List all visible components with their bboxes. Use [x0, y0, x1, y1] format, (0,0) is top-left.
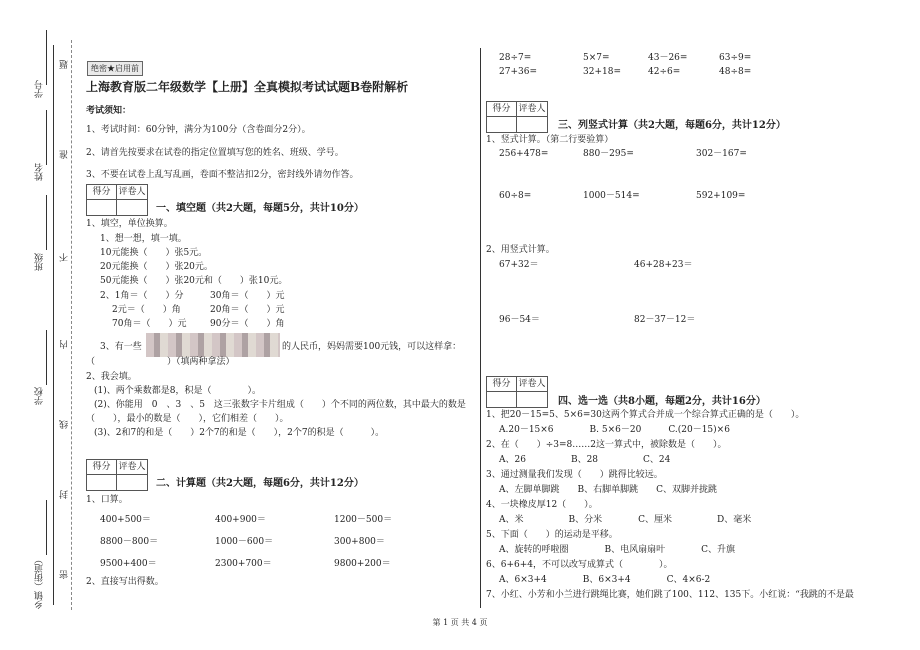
- score-box: [86, 184, 148, 216]
- question-line: 70角＝（ ）元: [112, 319, 187, 329]
- question-line: 2、1角＝（ ）分: [100, 291, 184, 301]
- seal-char: 内: [60, 340, 70, 349]
- question: 1、口算。: [86, 495, 128, 505]
- choice-line: 2、在（ ）÷3=8……2这一算式中，被除数是（ ）。: [486, 440, 727, 450]
- calc-item: 1000－514=: [583, 191, 640, 201]
- calc-item: 48÷8=: [719, 67, 752, 77]
- calc-item: 67+32＝: [499, 260, 539, 270]
- grader-label: 评卷人: [518, 379, 546, 389]
- confidential-tag: 绝密★启用前: [87, 61, 143, 76]
- grader-label: 评卷人: [118, 187, 146, 197]
- calc-item: 2300+700＝: [215, 559, 272, 569]
- question-line: （ ），最小的数是（ ），它们相差（ ）。: [86, 414, 289, 424]
- calc-item: 8800－800＝: [100, 537, 159, 547]
- notice-heading: 考试须知：: [86, 106, 132, 116]
- calc-item: 28÷7=: [499, 53, 532, 63]
- section-title: 四、选一选（共8小题，每题2分，共计16分）: [558, 396, 766, 407]
- label-xuehao: 学号: [35, 80, 45, 98]
- score-label: 得分: [487, 377, 517, 391]
- question-line: (2)、你能用 0 、3 、5 这三张数字卡片组成（ ）个不同的两位数，其中最大的数是: [94, 400, 466, 410]
- margin-rule: [53, 45, 54, 605]
- question-line: 的人民币，妈妈需要100元钱，可以这样拿：: [282, 342, 462, 352]
- calc-item: 880－295=: [583, 149, 634, 159]
- question-line: (1)、两个乘数都是8，积是（ ）。: [94, 386, 261, 396]
- calc-item: 63÷9=: [719, 53, 752, 63]
- calc-item: 256+478=: [499, 149, 549, 159]
- choice-line: A、左脚单脚跳 B、右脚单脚跳 C、双脚并拢跳: [499, 485, 718, 495]
- xingming-line: [46, 110, 47, 165]
- score-label: 得分: [487, 102, 517, 116]
- question: 2、用竖式计算。: [486, 245, 555, 255]
- page-title: 上海教育版二年级数学【上册】全真模拟考试试题B卷附解析: [86, 80, 409, 94]
- column-divider: [480, 48, 481, 608]
- score-box: [486, 101, 548, 133]
- seal-char: 封: [60, 490, 70, 499]
- notice-item: 2、请首先按要求在试卷的指定位置填写您的姓名、班级、学号。: [86, 148, 344, 158]
- calc-item: 400+500＝: [100, 515, 151, 525]
- calc-item: 302－167=: [696, 149, 747, 159]
- calc-item: 43－26=: [648, 53, 688, 63]
- banji-line: [46, 195, 47, 250]
- label-xuexiao: 学校: [35, 387, 45, 405]
- choice-line: A、旋转的呼啦圈 B、电风扇扇叶 C、升旗: [499, 545, 736, 555]
- question-line: 90分＝（ ）角: [210, 319, 285, 329]
- calc-item: 46+28+23＝: [634, 260, 693, 270]
- score-box: [486, 376, 548, 408]
- calc-item: 96－54＝: [499, 315, 540, 325]
- calc-item: 9800+200＝: [334, 559, 391, 569]
- section-title: 三、列竖式计算（共2大题，每题6分，共计12分）: [558, 120, 786, 131]
- label-xingming: 姓名: [35, 163, 45, 181]
- xiangzhen-line: [46, 500, 47, 555]
- section-title: 一、填空题（共2大题，每题5分，共计10分）: [156, 203, 364, 214]
- question-line: 2元＝（ ）角: [112, 305, 181, 315]
- choice-line: 7、小红、小芳和小兰进行跳绳比赛，她们跳了100、112、135下。小红说：“我跳的不是最: [486, 590, 854, 600]
- question-line: 30角＝（ ）元: [210, 291, 285, 301]
- label-banji: 班级: [35, 253, 45, 271]
- score-box: [86, 459, 148, 491]
- question-line: （ ）（填两种拿法）: [86, 357, 235, 367]
- choice-line: 5、下面（ ）的运动是平移。: [486, 530, 618, 540]
- seal-char: 题: [60, 60, 70, 69]
- calc-item: 42÷6=: [648, 67, 681, 77]
- calc-item: 27+36=: [499, 67, 537, 77]
- question-line: 20元能换（ ）张20元。: [100, 262, 213, 272]
- grader-label: 评卷人: [518, 104, 546, 114]
- question: 1、填空，单位换算。: [86, 219, 173, 229]
- page-footer: 第 1 页 共 4 页: [432, 618, 488, 627]
- seal-line: [71, 40, 72, 610]
- calc-item: 32+18=: [583, 67, 621, 77]
- notice-item: 1、考试时间：60分钟，满分为100分（含卷面分2分）。: [86, 125, 311, 135]
- score-label: 得分: [87, 185, 117, 199]
- question-line: 3、有一些: [100, 342, 142, 352]
- calc-item: 60÷8=: [499, 191, 532, 201]
- calc-item: 592+109=: [696, 191, 746, 201]
- question-line: 10元能换（ ）张5元。: [100, 248, 208, 258]
- choice-line: A.20－15×6 B. 5×6－20 C.(20－15)×6: [499, 425, 730, 435]
- banknotes-image: [146, 333, 280, 357]
- label-xiangzhen: 乡镇（街道）: [35, 555, 45, 609]
- notice-item: 3、不要在试卷上乱写乱画，卷面不整洁扣2分，密封线外请勿作答。: [86, 170, 359, 180]
- calc-item: 1200－500＝: [334, 515, 393, 525]
- xuehao-line: [46, 30, 47, 85]
- grader-label: 评卷人: [118, 462, 146, 472]
- choice-line: 3、通过测量我们发现（ ）跳得比较远。: [486, 470, 663, 480]
- choice-line: 1、把20－15=5、5×6=30这两个算式合并成一个综合算式正确的是（ ）。: [486, 410, 805, 420]
- question: 1、想一想，填一填。: [100, 234, 187, 244]
- choice-line: A、6×3+4 B、6×3+4 C、4×6-2: [499, 575, 711, 585]
- question-line: 50元能换（ ）张20元和（ ）张10元。: [100, 276, 288, 286]
- calc-item: 5×7=: [583, 53, 610, 63]
- choice-line: 6、6+6+4，不可以改写成算式（ ）。: [486, 560, 673, 570]
- xuexiao-line: [46, 330, 47, 385]
- question: 1、竖式计算。（第二行要验算）: [486, 135, 614, 145]
- seal-char: 线: [60, 420, 70, 429]
- seal-char: 密: [60, 570, 70, 579]
- question-line: (3)、2和7的和是（ ）2个7的和是（ ），2个7的积是（ ）。: [94, 428, 385, 438]
- seal-char: 不: [60, 253, 70, 262]
- choice-line: A、米 B、分米 C、厘米 D、毫米: [499, 515, 752, 525]
- choice-line: 4、一块橡皮厚12（ ）。: [486, 500, 598, 510]
- section-title: 二、计算题（共2大题，每题6分，共计12分）: [156, 478, 364, 489]
- calc-item: 82－37－12＝: [634, 315, 696, 325]
- question: 2、我会填。: [86, 372, 137, 382]
- seal-char: 准: [60, 150, 70, 159]
- question-line: 20角＝（ ）元: [210, 305, 285, 315]
- calc-item: 300+800＝: [334, 537, 385, 547]
- calc-item: 400+900＝: [215, 515, 266, 525]
- choice-line: A、26 B、28 C、24: [499, 455, 671, 465]
- question: 2、直接写出得数。: [86, 577, 164, 587]
- calc-item: 1000－600＝: [215, 537, 274, 547]
- calc-item: 9500+400＝: [100, 559, 157, 569]
- score-label: 得分: [87, 460, 117, 474]
